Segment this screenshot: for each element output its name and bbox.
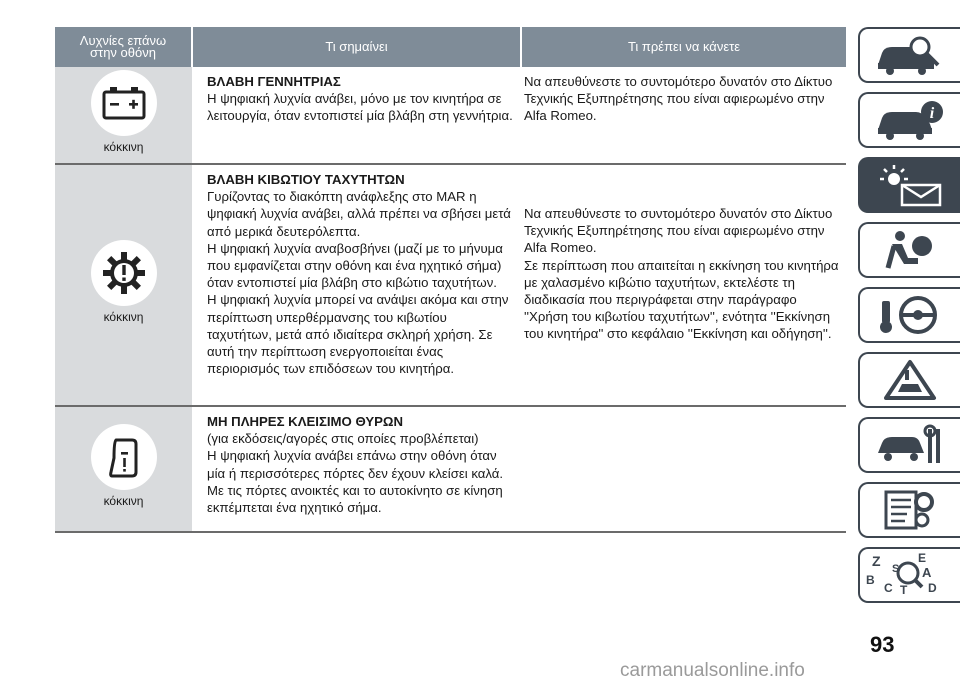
index-letter: S [892, 563, 900, 575]
car-tools-icon[interactable] [858, 417, 960, 473]
index-letter: B [866, 573, 875, 587]
header-lights-on-display [55, 27, 191, 67]
car-warning-road-icon[interactable] [858, 352, 960, 408]
meaning-text: (για εκδόσεις/αγορές στις οποίες προβλέπεται) [207, 431, 479, 447]
meaning-text: Η ψηφιακή λυχνία αναβοσβήνει (μαζί με το μήνυμα που εμφανίζεται στην οθόνη και ένα ηχητικό σήμα) όταν εντοπιστεί μία βλάβη στο κιβώτιο ταχυτήτων. [207, 240, 503, 291]
indicator-color: κόκκινη [103, 494, 144, 508]
table-row [55, 407, 846, 533]
document-settings-icon[interactable] [858, 482, 960, 538]
svg-text:i: i [929, 105, 935, 122]
action-cell [521, 407, 846, 531]
header-action [522, 27, 846, 67]
fault-title: ΒΛΑΒΗ ΓΕΝΝΗΤΡΙΑΣ [207, 74, 341, 89]
index-letter: A [922, 565, 932, 580]
meaning-cell [192, 67, 521, 163]
page-number: 93 [870, 632, 895, 657]
meaning-text: Γυρίζοντας το διακόπτη ανάφλεξης στο MAR η ψηφιακή λυχνία ανάβει, αλλά πρέπει να σβήσει μετά από μερικά δευτερόλεπτα. [207, 189, 511, 239]
icon-cell [55, 407, 192, 531]
index-letter: Z [872, 553, 881, 569]
steering-key-icon[interactable] [858, 287, 960, 343]
icon-cell [55, 165, 192, 405]
table-row [55, 165, 846, 407]
indicator-color: κόκκινη [103, 310, 144, 324]
chapter-tabs [858, 27, 960, 612]
action-text: Να απευθύνεστε το συντομότερο δυνατόν στο Δίκτυο Τεχνικής Εξυπηρέτησης που είναι αφιερωμένο στην Alfa Romeo. [524, 74, 833, 124]
warning-lights-table [55, 27, 846, 533]
action-cell [521, 67, 846, 163]
warning-light-message-icon[interactable] [858, 157, 960, 213]
meaning-cell [192, 407, 521, 531]
door-open-icon [91, 424, 157, 490]
header-label: Τι σημαίνει [325, 39, 388, 54]
meaning-cell [192, 165, 521, 405]
index-letter: C [884, 581, 893, 595]
meaning-text: Η ψηφιακή λυχνία ανάβει επάνω στην οθόνη όταν μία ή περισσότερες πόρτες δεν έχουν κλείσει καλά. Με τις πόρτες ανοικτές και το αυτοκίνητο σε κίνηση εκπέμπεται ένα ηχητικό σήμα. [207, 448, 504, 516]
action-text: Σε περίπτωση που απαιτείται η εκκίνηση του κινητήρα με χαλασμένο κιβώτιο ταχυτήτων, εκτελέστε τη διαδικασία που περιγράφεται στην παράγραφο ''Χρήση του κιβωτίου ταχυτήτων'', ενότητα ''Εκκίνηση του κινητήρα'' στο κεφάλαιο ''Εκκίνηση και οδήγηση''. [524, 257, 839, 342]
icon-cell [55, 67, 192, 163]
action-cell [521, 165, 846, 405]
meaning-text: Η ψηφιακή λυχνία ανάβει, μόνο με τον κινητήρα σε λειτουργία, όταν εντοπιστεί μία βλάβη στη γεννήτρια. [207, 91, 513, 124]
table-header [55, 27, 846, 67]
header-label: Τι πρέπει να κάνετε [627, 39, 741, 54]
action-text: Να απευθύνεστε το συντομότερο δυνατόν στο Δίκτυο Τεχνικής Εξυπηρέτησης που είναι αφιερωμένο στην Alfa Romeo. [524, 206, 833, 256]
index-letters-icon[interactable] [858, 547, 960, 603]
gearbox-failure-icon [91, 240, 157, 306]
fault-title: ΜΗ ΠΛΗΡΕΣ ΚΛΕΙΣΙΜΟ ΘΥΡΩΝ [207, 414, 404, 429]
header-label: Λυχνίες επάνω στην οθόνη [79, 33, 167, 60]
watermark: carmanualsonline.info [620, 660, 805, 681]
table-row [55, 67, 846, 165]
fault-title: ΒΛΑΒΗ ΚΙΒΩΤΙΟΥ ΤΑΧΥΤΗΤΩΝ [207, 172, 405, 187]
car-info-icon[interactable] [858, 92, 960, 148]
meaning-text: Η ψηφιακή λυχνία μπορεί να ανάψει ακόμα και στην περίπτωση υπερθέρμανσης του κιβωτίου ταχυτήτων, μετά από ιδιαίτερα σκληρή χρήση. Σε αυτή την περίπτωση ενεργοποιείται ένας περιορισμός των επιδόσεων του κινητήρα. [207, 292, 509, 377]
airbag-passenger-icon[interactable] [858, 222, 960, 278]
header-meaning [193, 27, 520, 67]
indicator-color: κόκκινη [103, 140, 144, 154]
index-letter: E [918, 551, 927, 565]
battery-warning-icon [91, 70, 157, 136]
index-letter: D [928, 581, 937, 595]
index-letter: T [900, 583, 908, 597]
car-search-icon[interactable] [858, 27, 960, 83]
